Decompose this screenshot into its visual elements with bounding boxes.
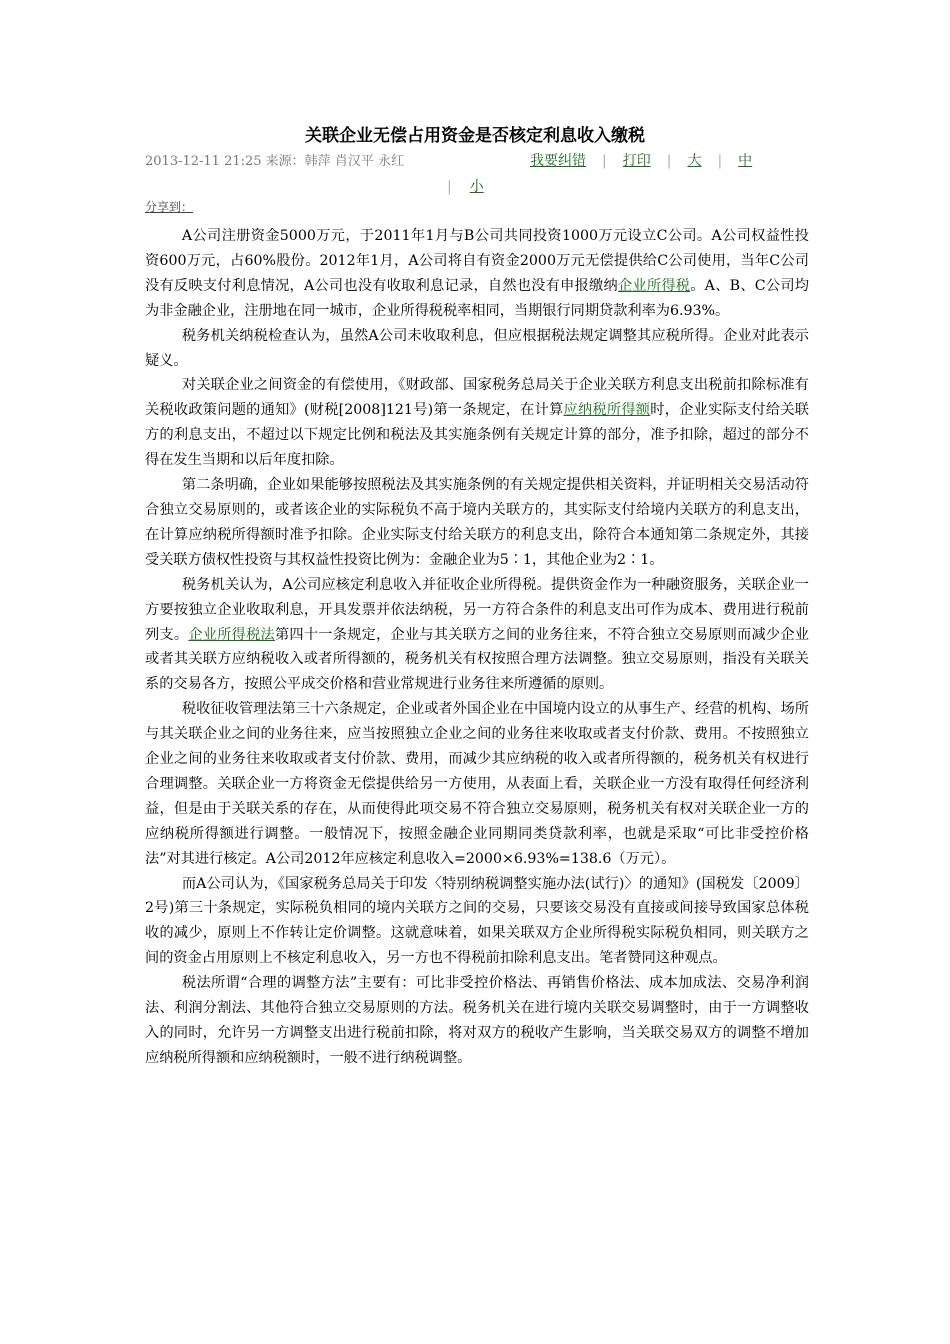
share-link[interactable]: 分享到：	[145, 200, 194, 214]
font-size-small-link[interactable]: 小	[469, 179, 484, 195]
article-title: 关联企业无偿占用资金是否核定利息收入缴税	[305, 126, 645, 146]
article-actions-wrap	[447, 177, 484, 197]
text: 。A、B、C公司均为非金融企业，注册地在同一城市，企业所得税税率相同，当期银行同期贷款利率为6.93%。	[145, 277, 809, 319]
paragraph-2: 税务机关纳税检查认为，虽然A公司未收取利息，但应根据税法规定调整其应税所得。企业对此表示疑义。	[145, 327, 809, 369]
paragraph-1	[145, 224, 809, 324]
article-body	[145, 224, 809, 1071]
separator: |	[447, 179, 452, 195]
text: 对关联企业之间资金的有偿使用，《财政部、国家税务总局关于企业关联方利息支出税前扣除标准有关税收政策问题的通知》(财税[2008]121号)第一条规定，在计算	[145, 377, 809, 419]
link-taxable-income[interactable]: 应纳税所得额	[563, 402, 651, 419]
separator: |	[717, 153, 723, 169]
paragraph-4: 第二条明确，企业如果能够按照税法及其实施条例的有关规定提供相关资料，并证明相关交易活动符合独立交易原则的，或者该企业的实际税负不高于境内关联方的，其实际支付给境内关联方的利息支出，在计算应纳税所得额时准予扣除。企业实际支付给关联方的利息支出，除符合本通知第二条规定外，其接受关联方债权性投资与其权益性投资比例为：金融企业为5∶1，其他企业为2∶1。	[145, 477, 809, 568]
paragraph-5	[145, 573, 809, 698]
paragraph-7: 而A公司认为，《国家税务总局关于印发〈特别纳税调整实施办法(试行)〉的通知》(国税发〔2009〕2号)第三十条规定，实际税负相同的境内关联方之间的交易，只要该交易没有直接或间接导致国家总体税收的减少，原则上不作转让定价调整。这就意味着，如果关联双方企业所得税实际税负相同，则关联方之间的资金占用原则上不核定利息收入，另一方也不得税前扣除利息支出。笔者赞同这种观点。	[145, 875, 809, 967]
text: 第四十一条规定，企业与其关联方之间的业务往来，不符合独立交易原则而减少企业或者其关联方应纳税收入或者所得额的，税务机关有权按照合理方法调整。独立交易原则，指没有关联关系的交易各方，按照公平成交价格和营业常规进行业务往来所遵循的原则。	[145, 626, 809, 693]
separator: |	[666, 153, 672, 169]
link-corporate-income-tax[interactable]: 企业所得税	[617, 277, 691, 294]
text: 时，企业实际支付给关联方的利息支出，不超过以下规定比例和税法及其实施条例有关规定计算的部分，准予扣除，超过的部分不得在发生当期和以后年度扣除。	[145, 402, 809, 469]
report-error-link[interactable]: 我要纠错	[530, 153, 586, 169]
article-actions	[530, 151, 752, 171]
paragraph-6: 税收征收管理法第三十六条规定，企业或者外国企业在中国境内设立的从事生产、经营的机构、场所与其关联企业之间的业务往来，应当按照独立企业之间的业务往来收取或者支付价款、费用。不按照独立企业之间的业务往来收取或者支付价款、费用，而减少其应纳税的收入或者所得额的，税务机关有权进行合理调整。关联企业一方将资金无偿提供给另一方使用，从表面上看，关联企业一方没有取得任何经济利益，但是由于关联关系的存在，从而使得此项交易不符合独立交易原则，税务机关有权对关联企业一方的应纳税所得额进行调整。一般情况下，按照金融企业同期同类贷款利率，也就是采取“可比非受控价格法”对其进行核定。A公司2012年应核定利息收入=2000×6.93%=138.6（万元）。	[145, 701, 809, 867]
separator: |	[602, 153, 607, 169]
link-corporate-income-tax-law[interactable]: 企业所得税法	[188, 626, 275, 643]
font-size-large-link[interactable]: 大	[687, 153, 702, 169]
article-meta: 2013-12-11 21:25 来源：韩萍 肖汉平 永红	[145, 154, 404, 169]
text: A公司注册资金5000万元，于2011年1月与B公司共同投资1000万元设立C公司。A公司权益性投资600万元，占60%股份。2012年1月，A公司将自有资金2000万元无偿提供给C公司使用，当年C公司没有反映支付利息情况，A公司也没有收取利息记录，自然也没有申报缴纳	[145, 228, 809, 294]
print-link[interactable]: 打印	[622, 153, 651, 169]
text: 税务机关认为，A公司应核定利息收入并征收企业所得税。提供资金作为一种融资服务，关联企业一方要按独立企业收取利息，开具发票并依法纳税，另一方符合条件的利息支出可作为成本、费用进行税前列支。	[145, 576, 809, 643]
font-size-medium-link[interactable]: 中	[738, 153, 753, 169]
paragraph-8: 税法所谓“合理的调整方法”主要有：可比非受控价格法、再销售价格法、成本加成法、交易净利润法、利润分割法、其他符合独立交易原则的方法。税务机关在进行境内关联交易调整时，由于一方调整收入的同时，允许另一方调整支出进行税前扣除，将对双方的税收产生影响，当关联交易双方的调整不增加应纳税所得额和应纳税额时，一般不进行纳税调整。	[145, 975, 809, 1066]
paragraph-3	[145, 373, 809, 473]
